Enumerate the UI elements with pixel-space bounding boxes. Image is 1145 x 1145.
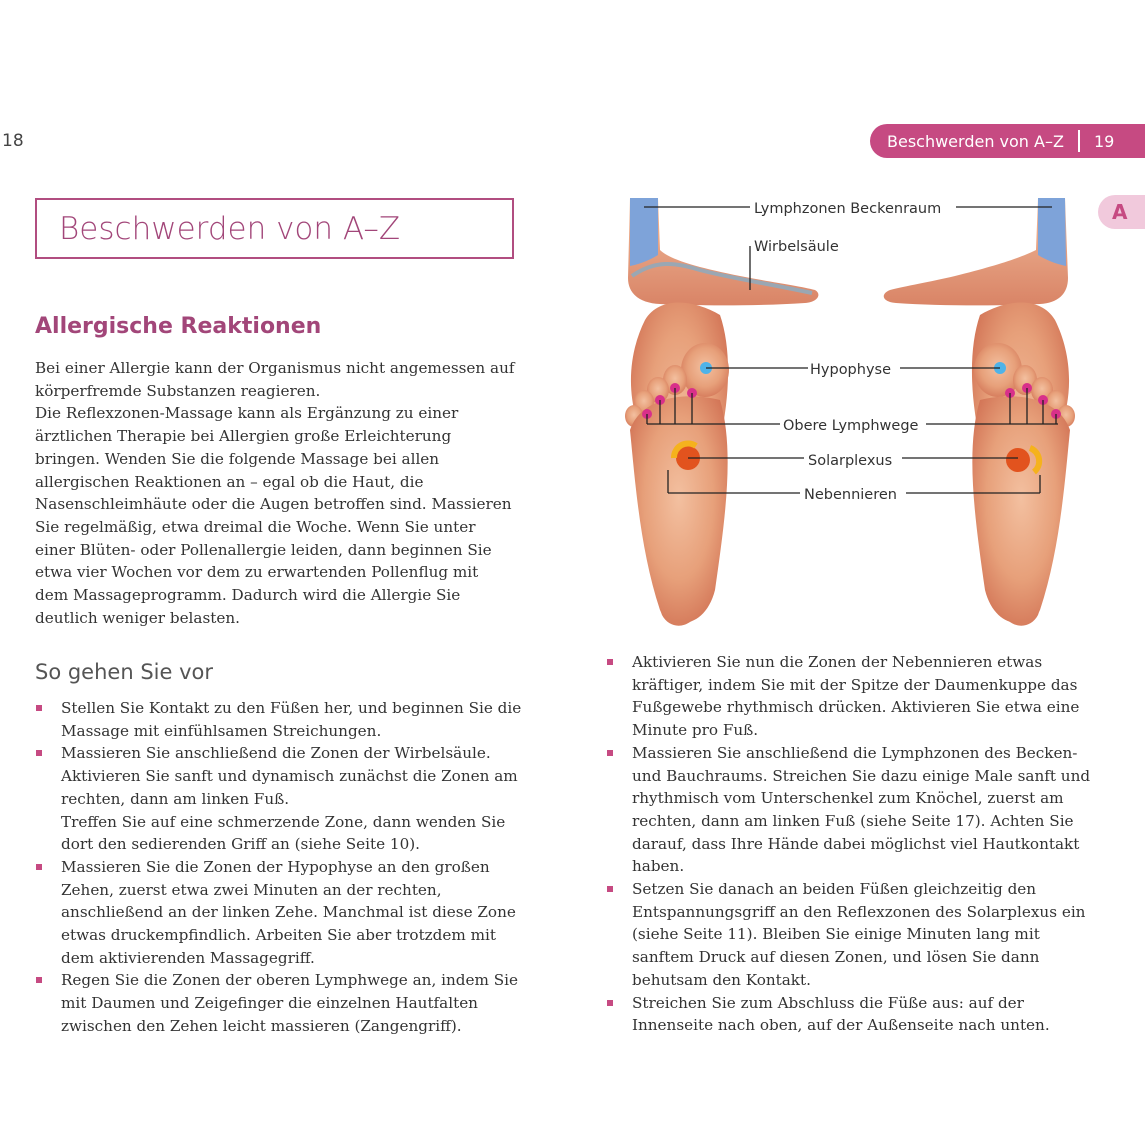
list-item: Stellen Sie Kontakt zu den Füßen her, und beginnen Sie die Massage mit einfühlsamen Streichungen. (35, 697, 525, 742)
intro-paragraph-2: Die Reflexzonen-Massage kann als Ergänzung zu einer ärztlichen Therapie bei Allergien große Erleichterung bringen. Wenden Sie die folgende Massage bei allen allergischen Reaktionen an – egal ob die Haut, die Nasenschleimhäute oder die Augen betroffen sind. Massieren Sie regelmäßig, etwa dreimal die Woche. Wenn Sie unter einer Blüten- oder Pollenallergie leiden, dann beginnen Sie etwa vier Wochen vor dem zu erwartenden Pollenflug mit dem Massageprogramm. Dadurch wird die Allergie Sie deutlich weniger belasten. (35, 404, 512, 627)
header-section-title: Beschwerden von A–Z (887, 131, 1064, 151)
list-item: Aktivieren Sie nun die Zonen der Nebennieren etwas kräftiger, indem Sie mit der Spitze der Daumenkuppe das Fußgewebe rhythmisch drücken. Aktivieren Sie etwa eine Minute pro Fuß. (606, 651, 1096, 742)
lymph-zone-left (630, 198, 658, 266)
intro-text (35, 357, 515, 629)
lymph-zone-right (1038, 198, 1066, 266)
header-section-tab (870, 124, 1145, 158)
section-heading-steps: So gehen Sie vor (35, 660, 213, 684)
list-item: Massieren Sie anschließend die Lymphzonen des Becken- und Bauchraums. Streichen Sie dazu einige Male sanft und rhythmisch vom Unterschenkel zum Knöchel, zuerst am rechten, dann am linken Fuß (siehe Seite 17). Achten Sie darauf, dass Ihre Hände dabei möglichst viel Hautkontakt haben. (606, 742, 1096, 878)
list-item: Regen Sie die Zonen der oberen Lymphwege an, indem Sie mit Daumen und Zeigefinger die einzelnen Hautfalten zwischen den Zehen leicht massieren (Zangengriff). (35, 969, 525, 1037)
sole-right-foot (972, 303, 1075, 626)
foot-reflex-illustration (600, 190, 1100, 640)
steps-list-left (35, 697, 525, 1038)
steps-list-right (606, 651, 1096, 1037)
page-number-left: 18 (2, 131, 24, 151)
label-pituitary: Hypophyse (810, 362, 892, 378)
label-upper-lymph: Obere Lymphwege (783, 418, 919, 434)
page-number-right: 19 (1093, 131, 1115, 151)
sole-left-foot (625, 303, 729, 626)
label-adrenals: Nebennieren (804, 487, 897, 503)
label-lymph-pelvis: Lymphzonen Beckenraum (754, 201, 942, 217)
intro-paragraph-1: Bei einer Allergie kann der Organismus nicht angemessen auf körperfremde Substanzen reagieren. (35, 359, 515, 400)
label-solar-plexus: Solarplexus (808, 453, 893, 469)
label-spine: Wirbelsäule (754, 239, 839, 255)
list-item-note: Treffen Sie auf eine schmerzende Zone, dann wenden Sie dort den sedierenden Griff an (siehe Seite 10). (61, 812, 506, 854)
section-heading-allergy: Allergische Reaktionen (35, 314, 322, 339)
letter-index-tab[interactable]: A (1098, 195, 1145, 229)
list-item: Streichen Sie zum Abschluss die Füße aus: auf der Innenseite nach oben, auf der Außenseite nach unten. (606, 992, 1096, 1037)
list-item: Massieren Sie anschließend die Zonen der Wirbelsäule. Aktivieren Sie sanft und dynamisch zunächst die Zonen am rechten, dann am linken Fuß. Treffen Sie auf eine schmerzende Zone, dann wenden Sie dort den sedierenden Griff an (siehe Seite 10). (35, 742, 525, 856)
page-title: Beschwerden von A–Z (35, 198, 514, 259)
solar-plexus-dot-right (1006, 448, 1030, 472)
header-divider (1078, 130, 1080, 152)
list-item: Massieren Sie die Zonen der Hypophyse an den großen Zehen, zuerst etwa zwei Minuten an der rechten, anschließend an der linken Zehe. Manchmal ist diese Zone etwas druckempfindlich. Arbeiten Sie aber trotzdem mit dem aktivierenden Massagegriff. (35, 856, 525, 970)
list-item: Setzen Sie danach an beiden Füßen gleichzeitig den Entspannungsgriff an den Reflexzonen des Solarplexus ein (siehe Seite 11). Bleiben Sie einige Minuten lang mit sanftem Druck auf diesen Zonen, und lösen Sie dann behutsam den Kontakt. (606, 878, 1096, 992)
